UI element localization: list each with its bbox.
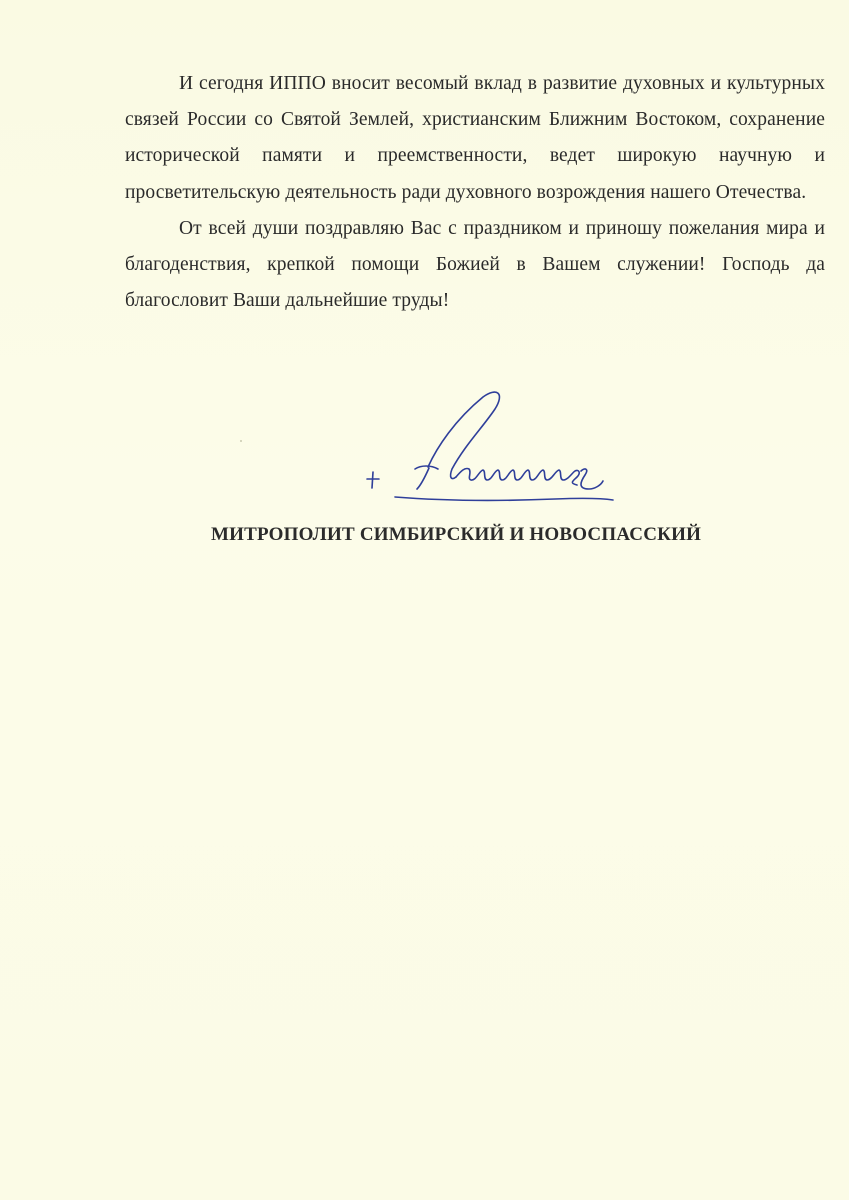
signer-title: МИТРОПОЛИТ СИМБИРСКИЙ И НОВОСПАССКИЙ — [211, 524, 702, 545]
handwritten-signature-icon — [355, 385, 625, 515]
paper-speck — [240, 440, 242, 442]
paragraph-1: И сегодня ИППО вносит весомый вклад в развитие духовных и культурных связей России со Святой Землей, христианским Ближним Востоком, сохранение исторической памяти и преемственности, ведет широкую научную и просветительскую деятельность ради духовного возрождения нашего Отечества. — [125, 73, 825, 203]
paragraph-2: От всей души поздравляю Вас с праздником и приношу пожелания мира и благоденствия, крепкой помощи Божией в Вашем служении! Господь да благословит Ваши дальнейшие труды! — [125, 217, 825, 312]
letter-body — [125, 66, 825, 319]
